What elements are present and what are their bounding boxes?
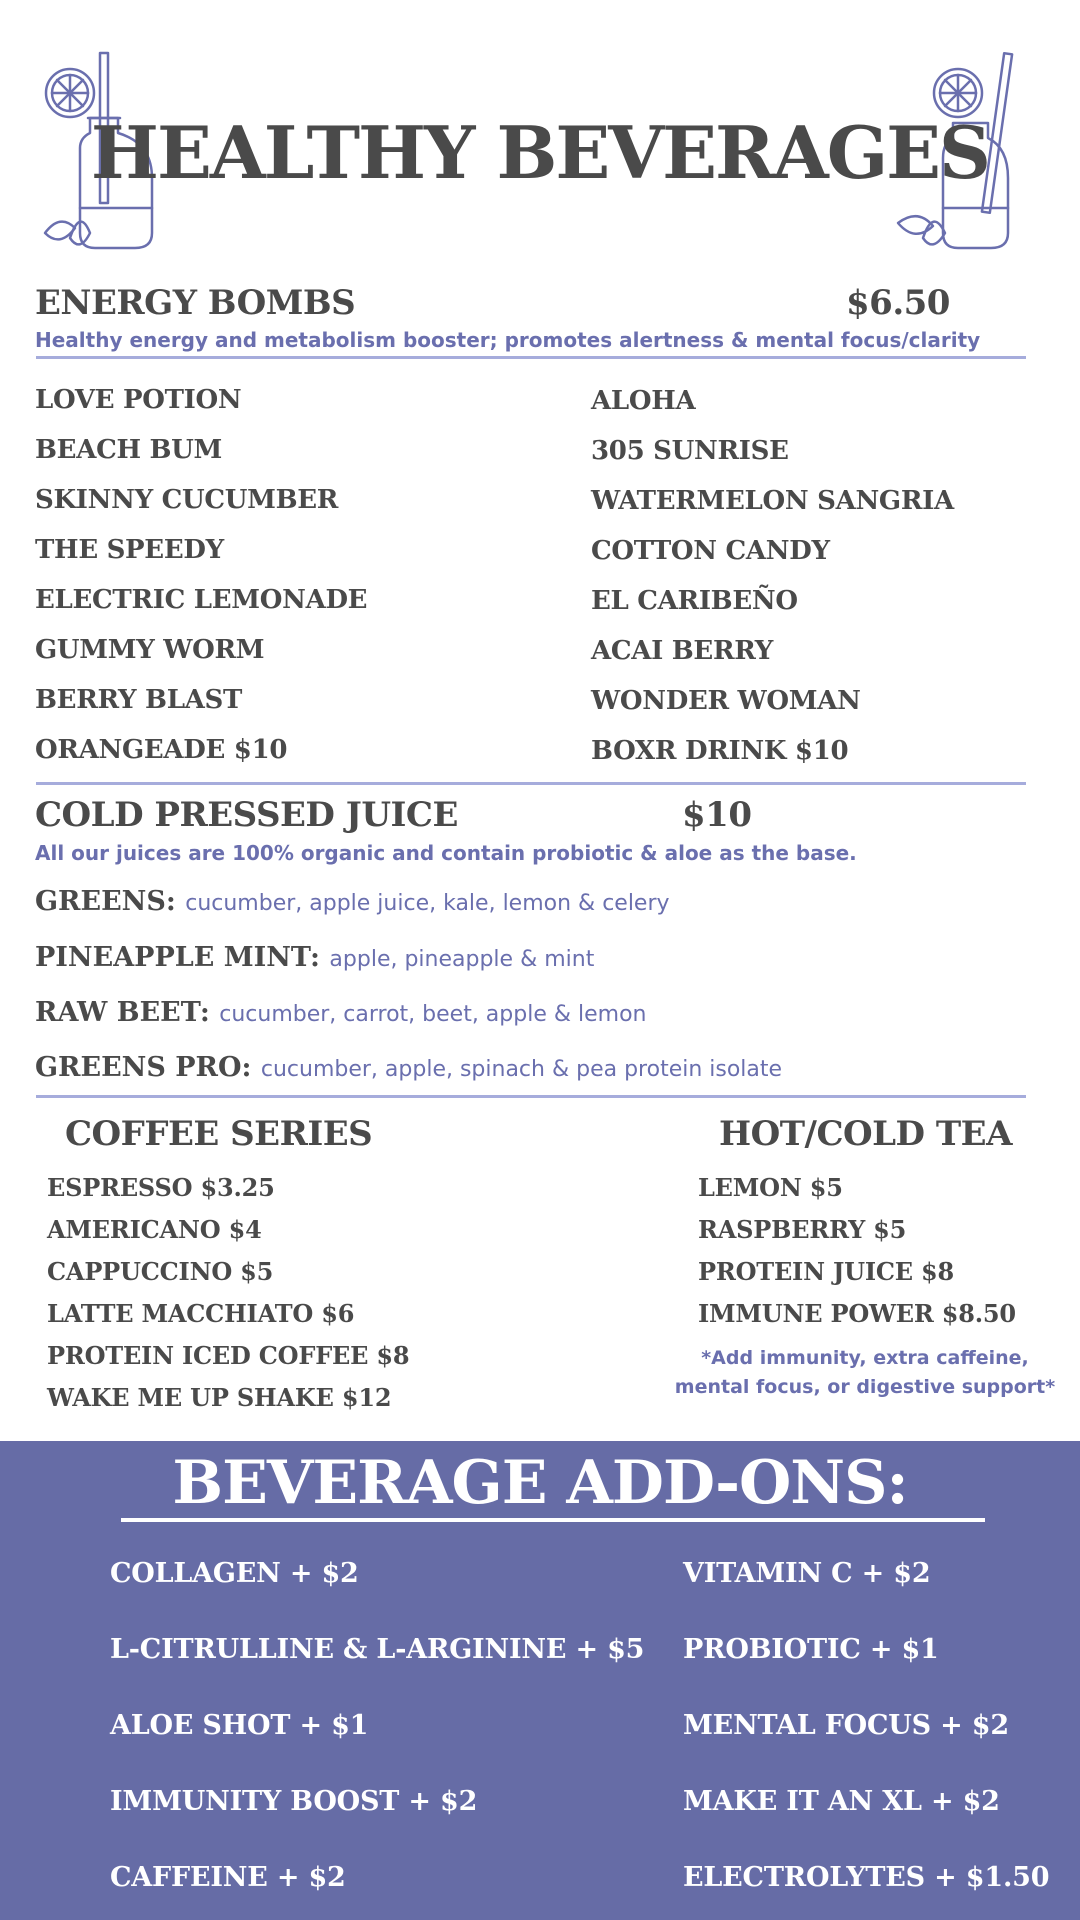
addon-item: MAKE IT AN XL + $2	[683, 1786, 1000, 1817]
addon-item: PROBIOTIC + $1	[683, 1634, 939, 1665]
menu-item: THE SPEEDY	[35, 535, 224, 565]
addon-item: VITAMIN C + $2	[683, 1558, 931, 1589]
menu-item: BEACH BUM	[35, 435, 223, 465]
tea-item: RASPBERRY $5	[698, 1215, 907, 1244]
tea-item: LEMON $5	[698, 1173, 843, 1202]
juice-item-name: GREENS PRO:	[35, 1052, 252, 1083]
addons-heading: BEVERAGE ADD-ONS:	[172, 1448, 908, 1518]
tea-item: IMMUNE POWER $8.50	[698, 1299, 1016, 1328]
tea-note	[670, 1344, 1060, 1402]
juice-item	[35, 942, 594, 973]
juice-item-desc: cucumber, carrot, beet, apple & lemon	[219, 1002, 647, 1027]
menu-item: 305 SUNRISE	[591, 436, 789, 466]
menu-item: WONDER WOMAN	[591, 686, 861, 716]
coffee-item: PROTEIN ICED COFFEE $8	[47, 1341, 410, 1370]
juice-tagline: All our juices are 100% organic and contain probiotic & aloe as the base.	[35, 841, 857, 865]
tea-note-line: mental focus, or digestive support*	[674, 1376, 1056, 1398]
energy-bombs-tagline: Healthy energy and metabolism booster; promotes alertness & mental focus/clarity	[35, 328, 981, 352]
juice-price: $10	[682, 795, 752, 835]
juice-item	[35, 886, 670, 917]
menu-item: ELECTRIC LEMONADE	[35, 585, 368, 615]
coffee-item: LATTE MACCHIATO $6	[47, 1299, 355, 1328]
addon-item: L-CITRULLINE & L-ARGININE + $5	[110, 1634, 645, 1665]
menu-item: EL CARIBEÑO	[591, 586, 798, 616]
juice-item-name: PINEAPPLE MINT:	[35, 942, 321, 973]
divider	[36, 1095, 1026, 1098]
juice-item-name: GREENS:	[35, 886, 176, 917]
menu-item: ALOHA	[591, 386, 696, 416]
coffee-item: WAKE ME UP SHAKE $12	[47, 1383, 392, 1412]
coffee-item: CAPPUCCINO $5	[47, 1257, 274, 1286]
tea-item: PROTEIN JUICE $8	[698, 1257, 955, 1286]
page-title: HEALTHY BEVERAGES	[90, 110, 990, 195]
juice-item-name: RAW BEET:	[35, 997, 210, 1028]
juice-item-desc: apple, pineapple & mint	[329, 947, 595, 972]
addon-item: ALOE SHOT + $1	[110, 1710, 369, 1741]
addon-item: IMMUNITY BOOST + $2	[110, 1786, 478, 1817]
juice-item	[35, 997, 647, 1028]
menu-item: COTTON CANDY	[591, 536, 830, 566]
addons-underline	[121, 1518, 985, 1522]
energy-bombs-price: $6.50	[846, 283, 950, 323]
menu-item: ORANGEADE $10	[35, 735, 288, 765]
energy-bombs-heading: ENERGY BOMBS	[35, 283, 356, 323]
coffee-item: AMERICANO $4	[47, 1215, 262, 1244]
menu-item: SKINNY CUCUMBER	[35, 485, 339, 515]
menu-item: LOVE POTION	[35, 385, 242, 415]
tea-heading: HOT/COLD TEA	[719, 1114, 1012, 1154]
addon-item: COLLAGEN + $2	[110, 1558, 359, 1589]
menu-item: GUMMY WORM	[35, 635, 265, 665]
menu-item: BERRY BLAST	[35, 685, 243, 715]
menu-item: BOXR DRINK $10	[591, 736, 849, 766]
addon-item: CAFFEINE + $2	[110, 1862, 346, 1893]
coffee-heading: COFFEE SERIES	[65, 1114, 373, 1154]
addon-item: MENTAL FOCUS + $2	[683, 1710, 1009, 1741]
juice-item-desc: cucumber, apple, spinach & pea protein isolate	[260, 1057, 783, 1082]
tea-note-line: *Add immunity, extra caffeine,	[701, 1347, 1029, 1369]
coffee-item: ESPRESSO $3.25	[47, 1173, 275, 1202]
divider	[36, 782, 1026, 785]
addon-item: ELECTROLYTES + $1.50	[683, 1862, 1050, 1893]
divider	[36, 356, 1026, 359]
juice-item-desc: cucumber, apple juice, kale, lemon & celery	[185, 891, 670, 916]
menu-item: ACAI BERRY	[591, 636, 774, 666]
juice-item	[35, 1052, 782, 1083]
juice-heading: COLD PRESSED JUICE	[35, 795, 458, 835]
menu-item: WATERMELON SANGRIA	[591, 486, 954, 516]
